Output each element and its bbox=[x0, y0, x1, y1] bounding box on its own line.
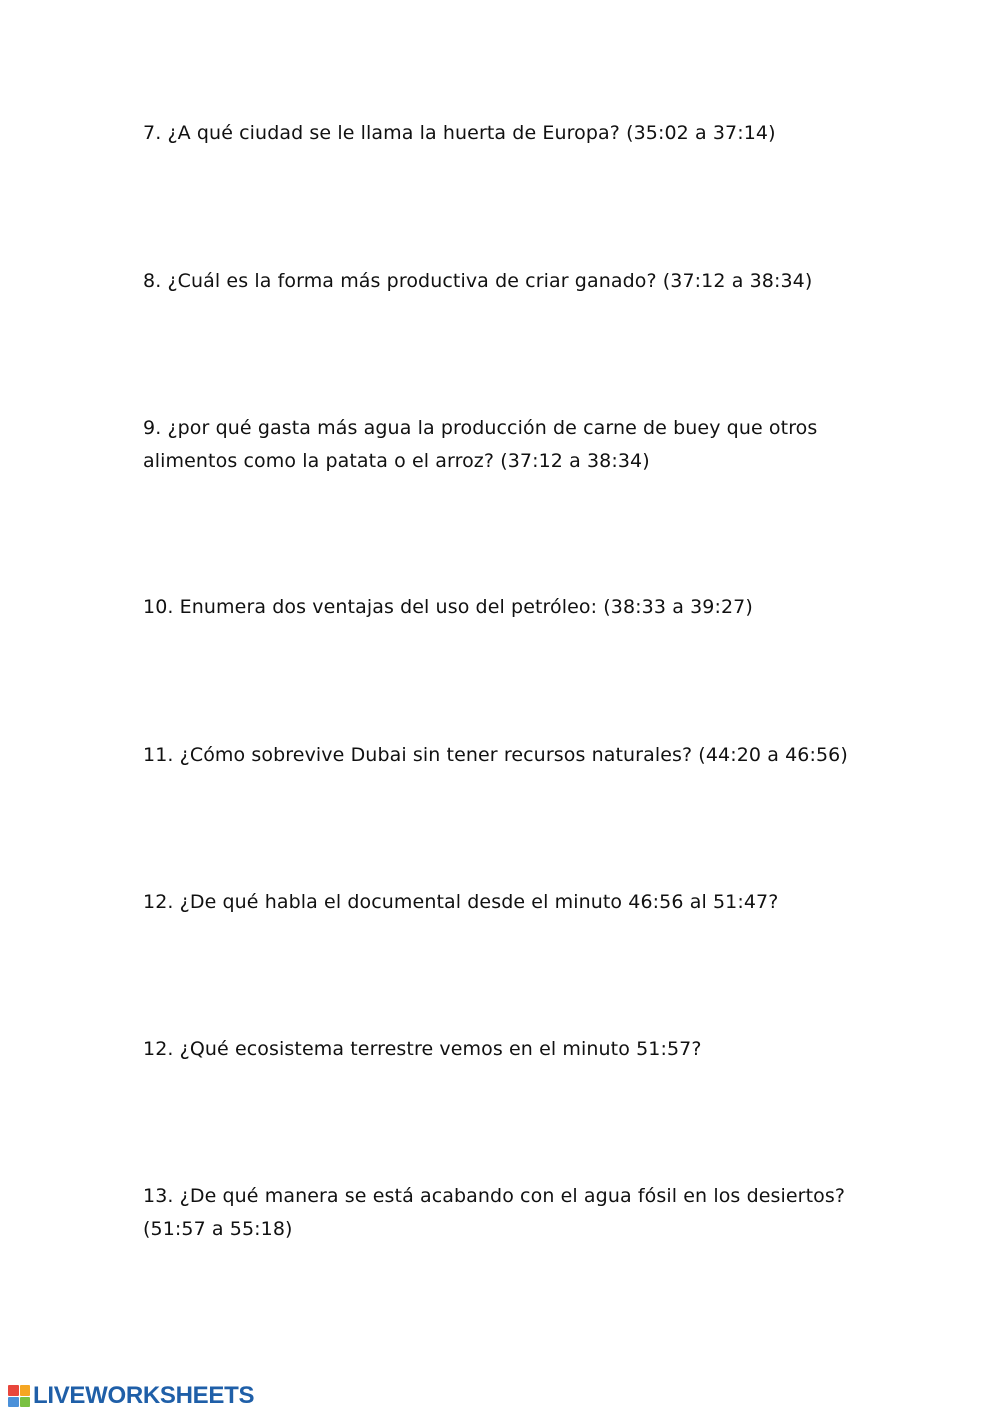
question-text: 12. ¿De qué habla el documental desde el minuto 46:56 al 51:47? bbox=[143, 891, 779, 913]
question-11 bbox=[143, 739, 856, 772]
brand-name: LIVEWORKSHEETS bbox=[33, 1382, 255, 1409]
question-9 bbox=[143, 412, 856, 478]
question-12b bbox=[143, 1033, 856, 1066]
logo-square-red bbox=[8, 1385, 19, 1396]
question-13 bbox=[143, 1180, 856, 1246]
liveworksheets-logo-icon bbox=[8, 1385, 30, 1407]
liveworksheets-footer[interactable] bbox=[8, 1383, 254, 1409]
question-12a bbox=[143, 886, 856, 919]
question-10 bbox=[143, 591, 856, 624]
question-7 bbox=[143, 117, 856, 150]
question-text: 9. ¿por qué gasta más agua la producción de carne de buey que otros bbox=[143, 417, 818, 439]
logo-square-green bbox=[20, 1397, 31, 1408]
question-text: 11. ¿Cómo sobrevive Dubai sin tener recursos naturales? (44:20 a 46:56) bbox=[143, 744, 848, 766]
logo-square-blue bbox=[8, 1397, 19, 1408]
logo-square-orange bbox=[20, 1385, 31, 1396]
question-text: 12. ¿Qué ecosistema terrestre vemos en el minuto 51:57? bbox=[143, 1038, 702, 1060]
question-text-continued: alimentos como la patata o el arroz? (37:12 a 38:34) bbox=[143, 450, 650, 472]
question-text-continued: (51:57 a 55:18) bbox=[143, 1218, 293, 1240]
question-text: 7. ¿A qué ciudad se le llama la huerta de Europa? (35:02 a 37:14) bbox=[143, 122, 776, 144]
question-8 bbox=[143, 265, 856, 298]
question-text: 10. Enumera dos ventajas del uso del petróleo: (38:33 a 39:27) bbox=[143, 596, 753, 618]
question-text: 13. ¿De qué manera se está acabando con el agua fósil en los desiertos? bbox=[143, 1185, 846, 1207]
question-text: 8. ¿Cuál es la forma más productiva de criar ganado? (37:12 a 38:34) bbox=[143, 270, 813, 292]
